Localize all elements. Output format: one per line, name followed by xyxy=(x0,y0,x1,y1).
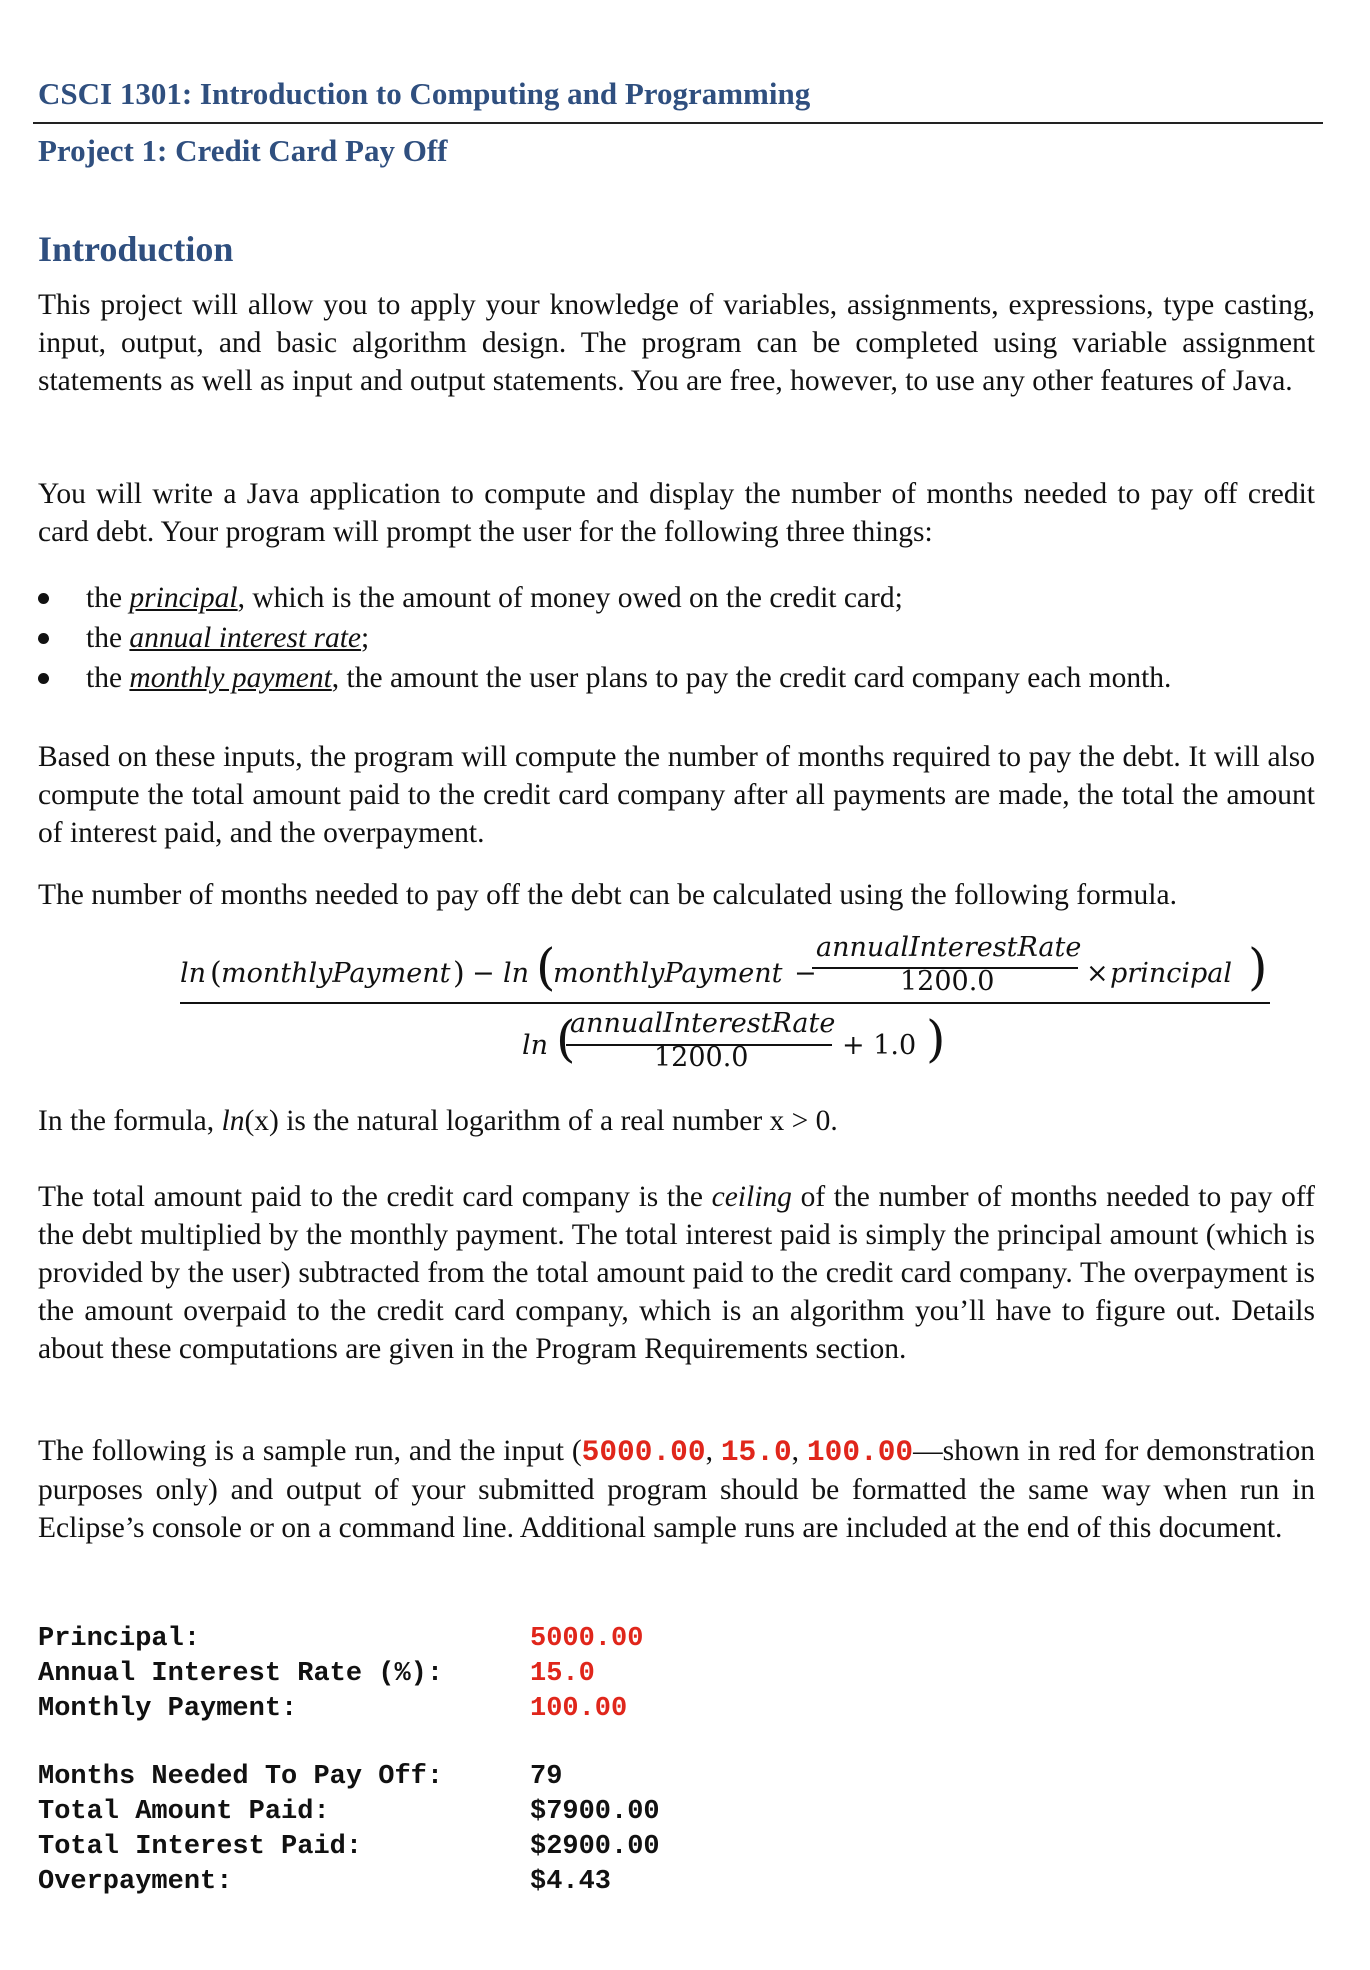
formula-monthly-payment: monthlyPayment xyxy=(221,958,451,989)
formula-ln: ln xyxy=(503,958,530,989)
list-item: the annual interest rate; xyxy=(38,618,1328,658)
term-annual-interest-rate: annual interest rate xyxy=(129,622,362,654)
term-ceiling: ceiling xyxy=(711,1181,792,1213)
term-monthly-payment: monthly payment xyxy=(129,662,332,694)
console-row: Monthly Payment: 100.00 xyxy=(38,1694,628,1724)
console-row: Months Needed To Pay Off: 79 xyxy=(38,1762,563,1792)
console-row: Annual Interest Rate (%): 15.0 xyxy=(38,1659,595,1689)
formula-main-fraction-bar xyxy=(180,1002,1270,1004)
term-principal: principal xyxy=(129,582,238,614)
console-row: Total Interest Paid: $2900.00 xyxy=(38,1832,660,1862)
computation-paragraph: The total amount paid to the credit card company is the ceiling of the number of months needed to pay off the debt multiplied by the monthly payment. The total interest paid is simply the principal amount (which is provided by the user) subtracted from the total amount paid to the credit card company. The overpayment is the amount overpaid to the credit card company, which is an algorithm you’ll have to figure out. Details about these computations are given in the Program Requirements section. xyxy=(38,1181,1315,1365)
console-row: Overpayment: $4.43 xyxy=(38,1867,612,1897)
inline-input-principal: 5000.00 xyxy=(581,1435,706,1469)
bullet-icon xyxy=(38,633,49,644)
formula-principal: principal xyxy=(1110,958,1232,989)
console-row: Total Amount Paid: $7900.00 xyxy=(38,1797,660,1827)
formula-annual-interest-rate: annualInterestRate xyxy=(816,932,1082,963)
inline-input-payment: 100.00 xyxy=(806,1435,914,1469)
sample-run-paragraph: The following is a sample run, and the input (5000.00, 15.0, 100.00—shown in red for demonstration purposes only) and output of your submitted program should be formatted the same way when run in Eclipse’s console or on a command line. Additional sample runs are included at the end of this document. xyxy=(38,1435,1315,1544)
list-item: the monthly payment, the amount the user plans to pay the credit card company each month. xyxy=(38,658,1328,698)
console-row: Principal: 5000.00 xyxy=(38,1624,644,1654)
input-list xyxy=(38,578,1328,698)
months-formula xyxy=(180,932,1270,1078)
inline-input-rate: 15.0 xyxy=(720,1435,792,1469)
course-title: CSCI 1301: Introduction to Computing and Programming xyxy=(38,76,811,111)
project-title: Project 1: Credit Card Pay Off xyxy=(38,133,448,168)
bullet-icon xyxy=(38,593,49,604)
bullet-icon xyxy=(38,673,49,684)
formula-note: In the formula, ln(x) is the natural logarithm of a real number x > 0. xyxy=(38,1105,838,1137)
formula-numerator: ln ( monthlyPayment ) − ln ( monthlyPayment − annualInterestRate 1200.0 × principal ) xyxy=(180,932,1268,997)
intro-paragraph-1: This project will allow you to apply your knowledge of variables, assignments, expressions, type casting, input, output, and basic algorithm design. The program can be completed using variable assignment statements as well as input and output statements. You are free, however, to use any other features of Java. xyxy=(38,289,1315,397)
sample-run-inputs xyxy=(38,1622,938,1727)
formula-ln: ln xyxy=(522,1030,549,1061)
formula-denominator: ln ( annualInterestRate 1200.0 + 1.0 ) xyxy=(522,1008,946,1073)
sample-run-outputs xyxy=(38,1760,938,1900)
formula-plus-one: + 1.0 xyxy=(842,1030,917,1061)
intro-paragraph-3: Based on these inputs, the program will compute the number of months required to pay the debt. It will also compute the total amount paid to the credit card company after all payments are made, the total the amount of interest paid, and the overpayment. xyxy=(38,741,1315,849)
section-heading-introduction: Introduction xyxy=(38,229,234,269)
list-item: the principal, which is the amount of money owed on the credit card; xyxy=(38,578,1328,618)
header-divider xyxy=(33,122,1323,124)
formula-divisor: 1200.0 xyxy=(900,966,995,997)
formula-monthly-payment: monthlyPayment xyxy=(553,958,783,989)
formula-divisor: 1200.0 xyxy=(654,1042,749,1073)
formula-annual-interest-rate: annualInterestRate xyxy=(570,1008,836,1039)
formula-ln: ln xyxy=(180,958,207,989)
intro-paragraph-2: You will write a Java application to compute and display the number of months needed to pay off credit card debt. Your program will prompt the user for the following three things: xyxy=(38,478,1315,548)
intro-paragraph-4: The number of months needed to pay off the debt can be calculated using the following formula. xyxy=(38,879,1177,911)
